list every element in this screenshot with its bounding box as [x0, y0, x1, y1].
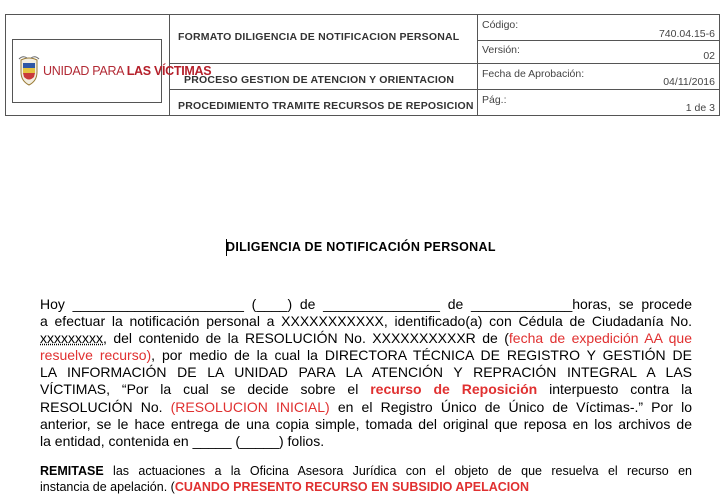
header-divider — [477, 89, 719, 90]
process-title: PROCESO GESTION DE ATENCION Y ORIENTACION — [184, 74, 455, 86]
pagina-value: 1 de 3 — [685, 102, 715, 114]
version-label: Versión: — [482, 44, 520, 56]
header-divider — [477, 15, 478, 115]
pagina-label: Pág.: — [482, 94, 507, 106]
paragraph-line: anterior, se le hace entrega de una copia simple, tomada del original que reposa en los archivos de — [40, 415, 692, 432]
paragraph-line: Hoy ______________________ (____) de _______________ de _____________horas, se procede — [40, 296, 692, 312]
codigo-label: Código: — [482, 19, 519, 31]
fecha-aprobacion-value: 04/11/2016 — [663, 76, 715, 88]
paragraph-line: resuelve recurso), por medio de la cual la DIRECTORA TÉCNICA DE REGISTRO Y GESTIÓN DE — [40, 347, 692, 364]
codigo-value: 740.04.15-6 — [658, 28, 715, 40]
procedure-title: PROCEDIMIENTO TRAMITE RECURSOS DE REPOSICION — [178, 100, 474, 112]
notification-paragraph — [40, 296, 692, 450]
header-divider — [477, 40, 719, 41]
header-divider — [477, 63, 719, 64]
paragraph-line: a efectuar la notificación personal a XXXXXXXXXXX, identificado(a) con Cédula de Ciudadanía No. — [40, 313, 692, 330]
format-title: FORMATO DILIGENCIA DE NOTIFICACION PERSONAL — [178, 31, 460, 43]
version-value: 02 — [703, 50, 715, 62]
header-divider — [169, 63, 477, 64]
document-header-table — [5, 14, 720, 116]
logo-wordmark: UNIDAD PARA LAS VÍCTIMAS — [43, 64, 212, 78]
paragraph-line: VÍCTIMAS, “Por la cual se decide sobre el recurso de Reposición interpuesto contra la — [40, 381, 692, 398]
document-title: DILIGENCIA DE NOTIFICACIÓN PERSONAL — [226, 240, 496, 254]
paragraph-line: LA INFORMACIÓN DE LA UNIDAD PARA LA ATENCIÓN Y REPRACIÓN INTEGRAL A LAS — [40, 364, 692, 381]
remitase-paragraph — [40, 463, 692, 495]
paragraph-line: la entidad, contenida en _____ (_____) folios. — [40, 432, 325, 449]
header-divider — [169, 89, 477, 90]
unidad-victimas-logo — [12, 39, 212, 103]
paragraph-line: REMITASE las actuaciones a la Oficina Asesora Jurídica con el objeto de que resuelva el recurso en — [40, 464, 692, 478]
paragraph-line: xxxxxxxxx, del contenido de la RESOLUCIÓN No. XXXXXXXXXXR de (fecha de expedición AA que — [40, 330, 692, 347]
fecha-aprobacion-label: Fecha de Aprobación: — [482, 68, 585, 80]
colombia-crest-icon — [17, 56, 41, 86]
paragraph-line: RESOLUCIÓN No. (RESOLUCION INICIAL) en el Registro Único de Único de Víctimas-.” Por lo — [40, 398, 692, 415]
paragraph-line: instancia de apelación. (CUANDO PRESENTO RECURSO EN SUBSIDIO APELACION — [40, 480, 530, 494]
